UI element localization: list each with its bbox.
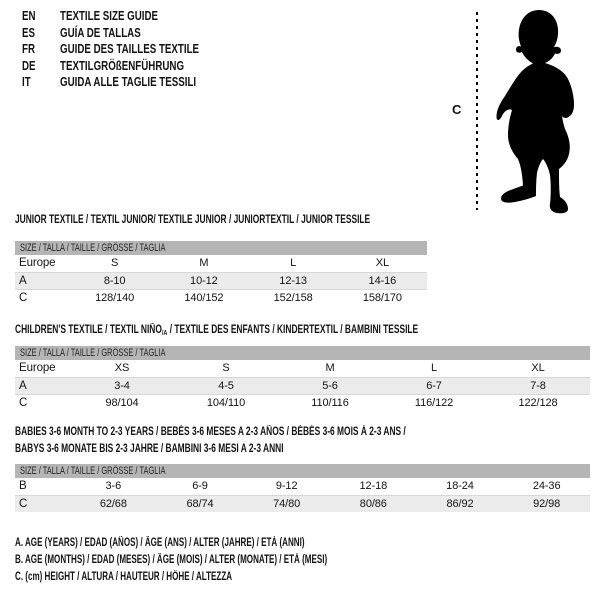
toddler-silhouette <box>450 4 598 216</box>
legend-line-a <box>15 535 461 552</box>
cell: 104/110 <box>206 397 246 409</box>
cell: XL <box>531 362 545 374</box>
cell: 18-24 <box>446 480 474 492</box>
cell: 74/80 <box>273 498 301 510</box>
cell: 5-6 <box>322 380 338 392</box>
table-row-age <box>15 377 590 394</box>
cell: 110/116 <box>311 397 349 409</box>
cell: 12-18 <box>359 480 388 492</box>
cell: M <box>199 257 209 269</box>
size-header-bar <box>15 346 590 360</box>
toddler-silhouette-path <box>497 10 575 213</box>
table-row-europe <box>15 255 427 272</box>
cell: 140/152 <box>184 292 224 304</box>
language-code: IT <box>22 75 31 90</box>
row-label: A <box>19 380 27 392</box>
legend-line-b <box>15 552 461 569</box>
row-label: C <box>19 397 28 409</box>
cell: 80/86 <box>359 498 387 510</box>
cell: 128/140 <box>95 292 135 304</box>
size-header-bar <box>15 464 590 478</box>
title-suffix: / TEXTILE DES ENFANTS / KINDERTEXTIL / BAMBINI TESSILE <box>167 324 419 336</box>
legend-text-c: C. (cm) HEIGHT / ALTURA / HAUTEUR / HÖHE / ALTEZZA <box>15 571 233 584</box>
junior-size-table <box>15 241 427 306</box>
cell: L <box>290 257 297 269</box>
legend-line-c <box>15 569 461 586</box>
cell: 8-10 <box>103 275 126 287</box>
language-row-fr <box>22 41 238 58</box>
language-code: ES <box>22 25 36 40</box>
babies-title-line2: BABYS 3-6 MONATE BIS 2-3 JAHRE / BAMBINI 3-6 MESI A 2-3 ANNI <box>15 442 284 455</box>
guide-title-en: TEXTILE SIZE GUIDE <box>60 9 159 23</box>
cell: M <box>325 362 335 374</box>
cell: 116/122 <box>414 397 454 409</box>
cell: 158/170 <box>362 292 402 304</box>
table-row-europe <box>15 360 590 377</box>
height-figure <box>450 4 598 216</box>
row-label: C <box>19 292 28 304</box>
row-label: Europe <box>19 362 56 374</box>
row-label: B <box>19 480 27 492</box>
size-header-bar <box>15 241 427 255</box>
junior-table-title <box>15 212 501 229</box>
babies-title-line1: BABIES 3-6 MONTH TO 2-3 YEARS / BEBÉS 3-6 MESES A 2-3 AÑOS / BÉBÉS 3-6 MOIS À 2-3 ANS / <box>15 426 406 438</box>
cell: L <box>430 362 438 374</box>
language-code: EN <box>22 9 36 23</box>
junior-table-title-text: JUNIOR TEXTILE / TEXTIL JUNIOR/ TEXTILE JUNIOR / JUNIORTEXTIL / JUNIOR TESSILE <box>15 214 371 226</box>
language-row-es <box>22 25 238 42</box>
legend <box>15 535 461 587</box>
cell: 62/68 <box>99 498 127 510</box>
row-label: Europe <box>19 257 56 269</box>
babies-size-table <box>15 464 590 512</box>
cell: 86/92 <box>446 498 474 510</box>
row-label: C <box>19 498 28 510</box>
children-size-table <box>15 346 590 411</box>
language-title-list <box>22 8 238 91</box>
cell: XS <box>114 362 130 374</box>
table-row-age <box>15 272 427 289</box>
cell: 3-6 <box>105 480 122 492</box>
guide-title-es: GUÍA DE TALLAS <box>60 25 141 40</box>
cell: 98/104 <box>105 397 139 409</box>
row-label: A <box>19 275 27 287</box>
cell: 10-12 <box>190 275 218 287</box>
children-table-title <box>15 322 567 342</box>
language-row-it <box>22 74 238 91</box>
table-row-months <box>15 478 590 495</box>
cell: 4-5 <box>218 380 234 392</box>
cell: 6-9 <box>192 480 208 492</box>
language-row-de <box>22 58 238 75</box>
language-code: DE <box>22 58 36 73</box>
language-code: FR <box>22 42 36 57</box>
table-row-height <box>15 394 590 411</box>
cell: 7-8 <box>530 380 546 392</box>
cell: XL <box>375 257 389 269</box>
size-header-text: SIZE / TALLA / TAILLE / GRÖSSE / TAGLIA <box>20 242 166 254</box>
table-row-height <box>15 289 427 306</box>
title-subscript: /A <box>161 328 168 337</box>
cell: 3-4 <box>114 380 130 392</box>
height-marker-label: C <box>452 102 462 117</box>
cell: 68/74 <box>186 498 214 510</box>
cell: 12-13 <box>279 275 307 287</box>
guide-title-de: TEXTILGRÖßENFÜHRUNG <box>60 58 185 73</box>
children-table-title-text <box>15 322 418 342</box>
legend-text-a: A. AGE (YEARS) / EDAD (AÑOS) / ÂGE (ANS) / ALTER (JAHRE) / ETÀ (ANNI) <box>15 537 305 549</box>
size-header-text: SIZE / TALLA / TAILLE / GRÖSSE / TAGLIA <box>20 347 166 359</box>
size-header-text: SIZE / TALLA / TAILLE / GRÖSSE / TAGLIA <box>20 465 166 477</box>
guide-title-fr: GUIDE DES TAILLES TEXTILE <box>60 42 200 57</box>
cell: S <box>222 362 230 374</box>
language-row-en <box>22 8 238 25</box>
cell: 92/98 <box>533 498 561 510</box>
legend-text-b: B. AGE (MONTHS) / EDAD (MESES) / ÂGE (MOIS) / ALTER (MONATE) / ETÀ (MESI) <box>15 554 328 567</box>
table-row-height <box>15 495 590 512</box>
cell: S <box>111 257 119 269</box>
babies-table-title <box>15 424 550 457</box>
cell: 24-36 <box>532 480 561 492</box>
cell: 6-7 <box>426 380 442 392</box>
cell: 14-16 <box>368 275 397 287</box>
guide-title-it: GUIDA ALLE TAGLIE TESSILI <box>60 75 197 90</box>
cell: 152/158 <box>273 292 313 304</box>
title-prefix: CHILDREN'S TEXTILE / TEXTIL NIÑO <box>15 324 162 336</box>
cell: 9-12 <box>275 480 298 492</box>
cell: 122/128 <box>518 397 558 409</box>
